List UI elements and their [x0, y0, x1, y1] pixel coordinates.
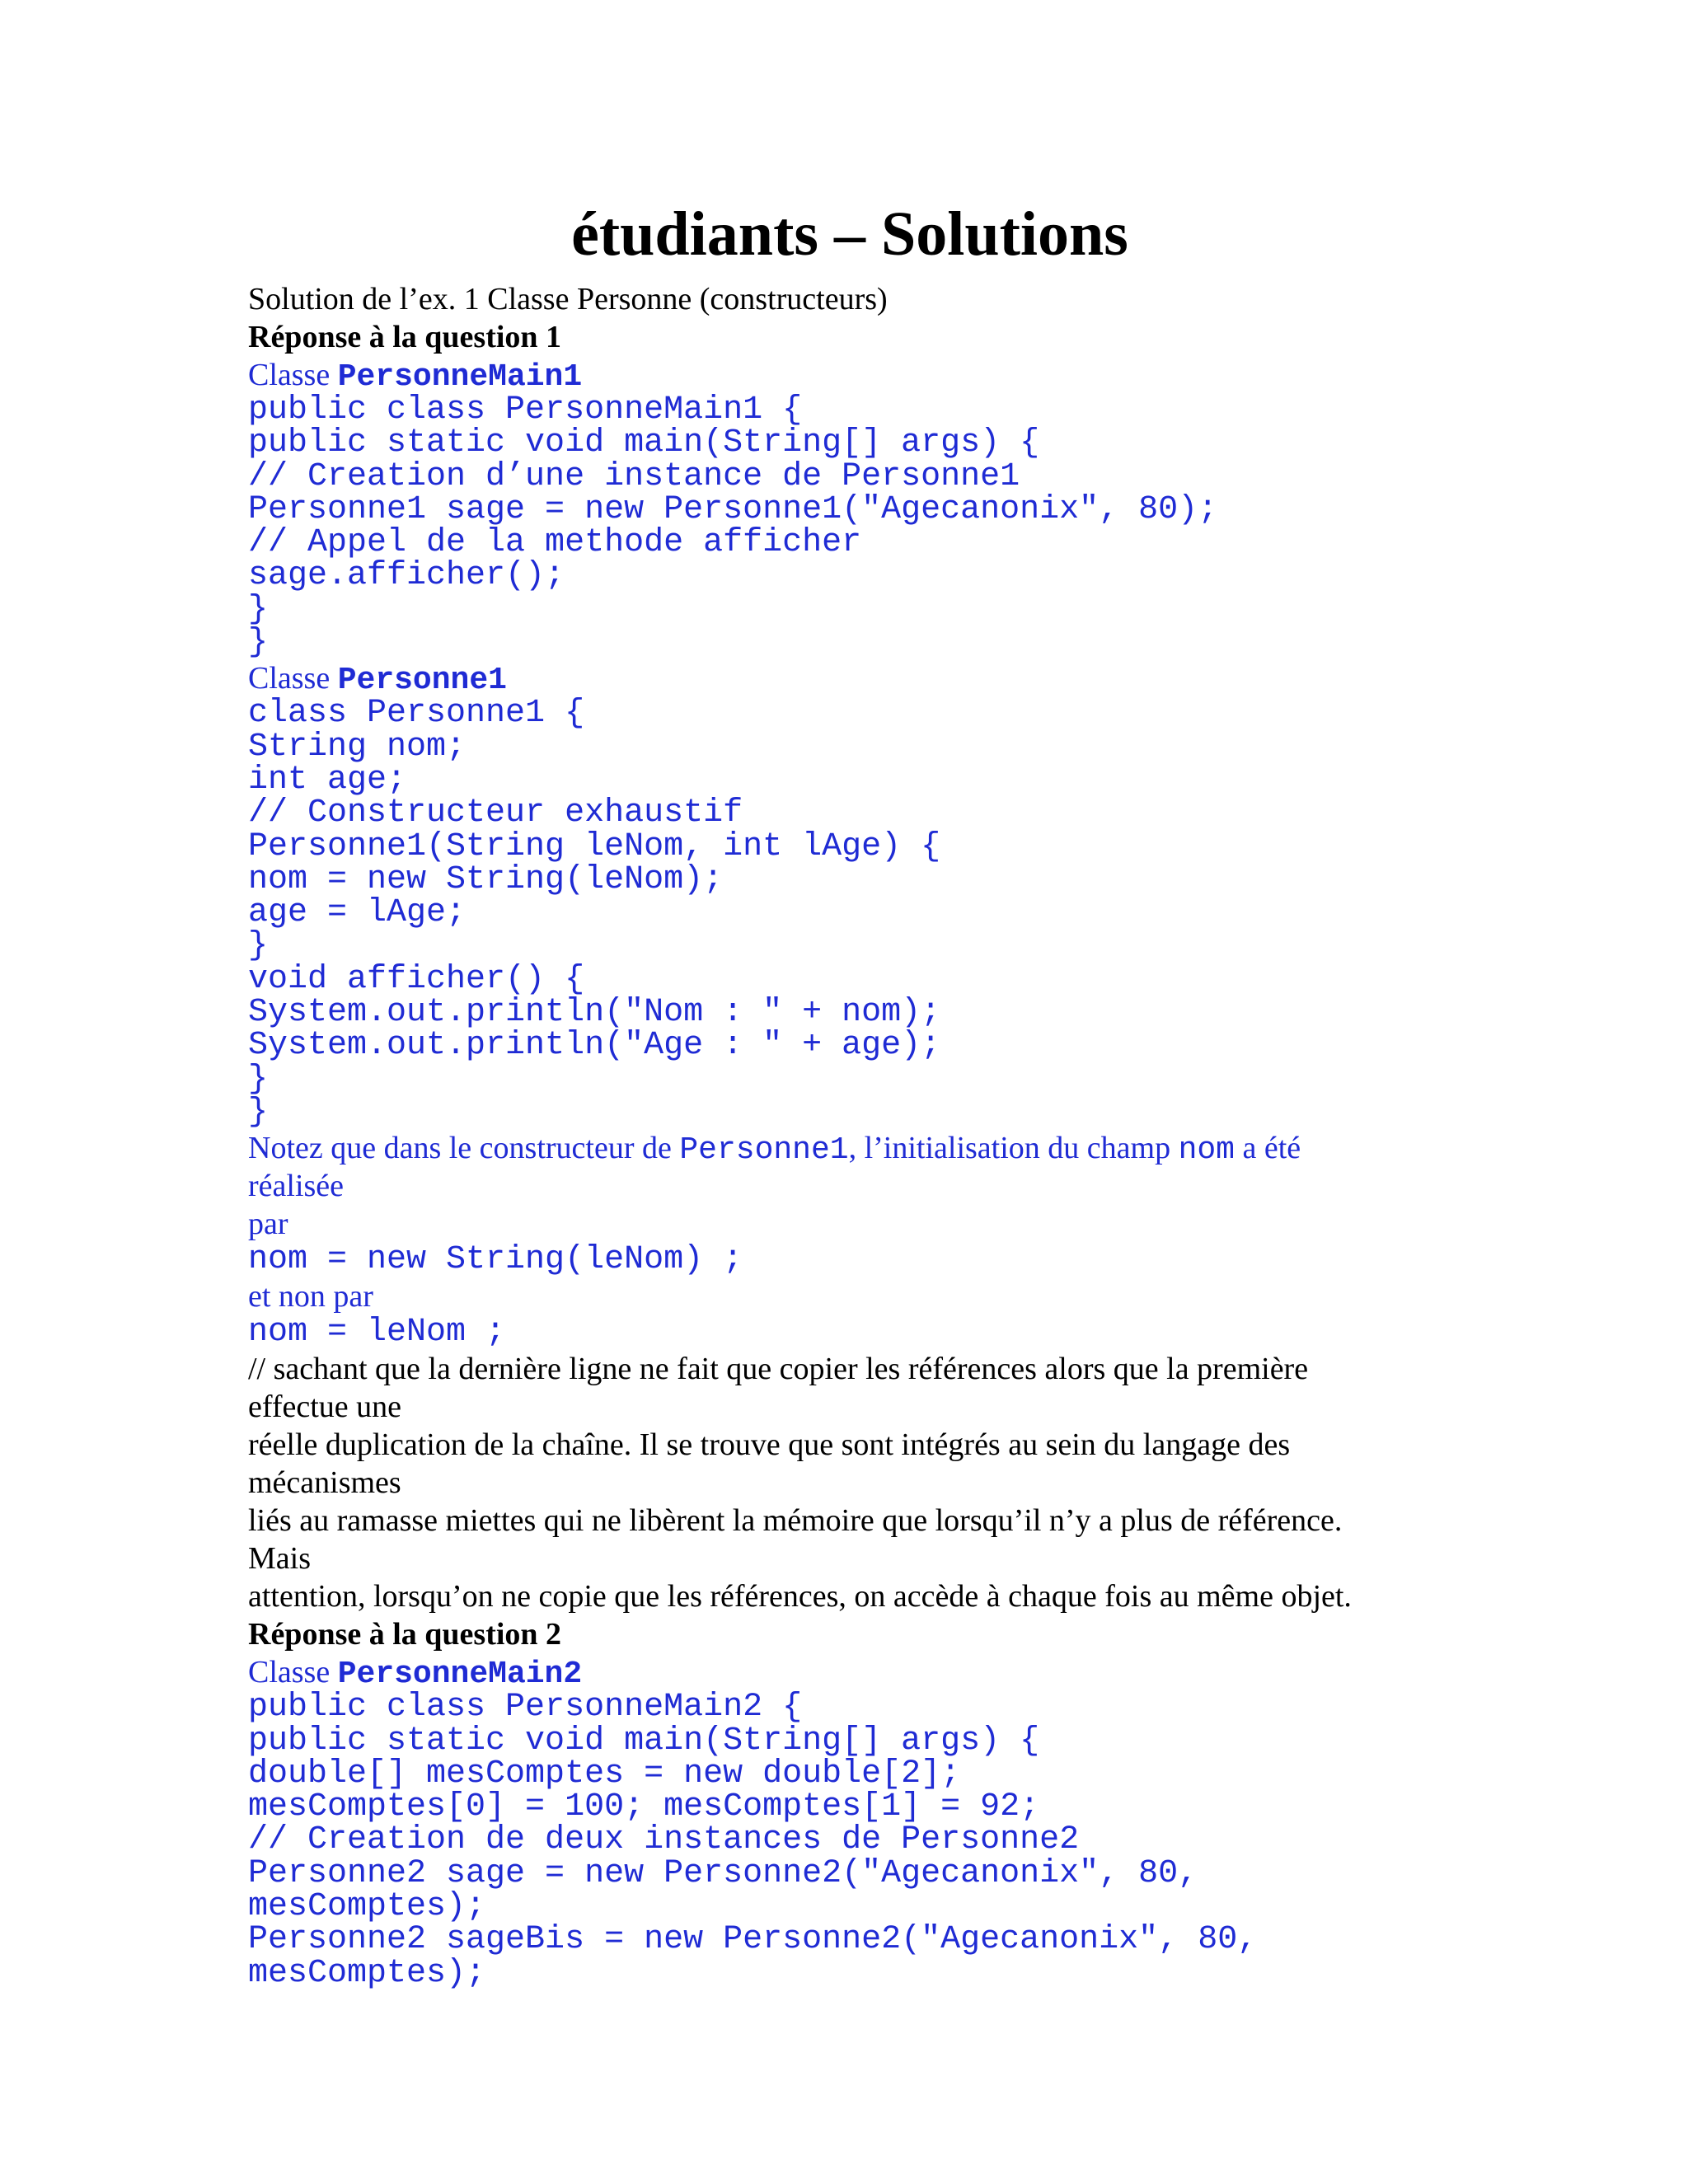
class-label-prefix: Classe [248, 1655, 338, 1690]
explanation-line: // sachant que la dernière ligne ne fait que copier les références alors que la première [248, 1352, 1309, 1387]
note-code-line: nom = leNom ; [248, 1314, 506, 1352]
code-line: int age; [248, 761, 407, 799]
code-line: Personne1(String leNom, int lAge) { [248, 827, 941, 865]
question-1-heading: Réponse à la question 1 [248, 320, 562, 354]
code-line: Personne2 sage = new Personne2("Agecanonix", 80, [248, 1854, 1198, 1892]
code-line: public class PersonneMain2 { [248, 1689, 803, 1727]
code-line: public static void main(String[] args) { [248, 424, 1040, 462]
code-line: mesComptes); [248, 1888, 486, 1926]
class-name: PersonneMain2 [337, 1657, 583, 1693]
code-line: } [248, 1060, 269, 1098]
explanation-line: réelle duplication de la chaîne. Il se trouve que sont intégrés au sein du langage des [248, 1427, 1291, 1463]
note-text: Notez que dans le constructeur de [248, 1131, 680, 1166]
code-line: mesComptes); [248, 1954, 486, 1992]
explanation-line: mécanismes [248, 1465, 401, 1501]
code-line: mesComptes[0] = 100; mesComptes[1] = 92; [248, 1788, 1040, 1826]
code-line: // Constructeur exhaustif [248, 794, 743, 832]
code-line: } [248, 624, 269, 662]
code-line: nom = new String(leNom); [248, 860, 724, 898]
explanation-line: Mais [248, 1541, 311, 1577]
code-line: Personne1 sage = new Personne1("Agecanonix", 80); [248, 490, 1218, 528]
page-title: étudiants – Solutions [571, 199, 1128, 269]
code-block-personnemain1 [248, 391, 1451, 662]
code-block-personnemain2 [248, 1691, 1451, 1990]
code-line: } [248, 927, 269, 965]
note-line: et non par [248, 1279, 373, 1315]
class-label-personne1 [248, 659, 1451, 697]
code-line: } [248, 1093, 269, 1131]
code-block-personne1 [248, 697, 1451, 1129]
class-label-personnemain1 [248, 356, 1451, 394]
class-label-prefix: Classe [248, 661, 338, 696]
code-line: class Personne1 { [248, 695, 585, 733]
note-line: par [248, 1207, 288, 1242]
note-code-line: nom = new String(leNom) ; [248, 1241, 743, 1279]
code-line: // Creation d’une instance de Personne1 [248, 457, 1020, 495]
note-line [248, 1129, 1451, 1167]
code-line: sage.afficher(); [248, 557, 565, 595]
code-line: System.out.println("Age : " + age); [248, 1027, 941, 1065]
class-name: PersonneMain1 [337, 359, 583, 395]
code-line: double[] mesComptes = new double[2]; [248, 1755, 961, 1793]
class-label-prefix: Classe [248, 358, 338, 392]
code-line: void afficher() { [248, 960, 585, 998]
code-line: String nom; [248, 728, 467, 766]
note-line: réalisée [248, 1169, 345, 1204]
explanation-line: liés au ramasse miettes qui ne libèrent la mémoire que lorsqu’il n’y a plus de référence. [248, 1503, 1343, 1539]
code-line: System.out.println("Nom : " + nom); [248, 994, 941, 1032]
note-text: a été [1235, 1131, 1301, 1166]
class-name: Personne1 [337, 663, 507, 699]
document-content [248, 188, 1451, 1990]
code-line: } [248, 590, 269, 628]
note-code: nom [1178, 1132, 1235, 1169]
code-line: // Appel de la methode afficher [248, 524, 862, 562]
note-text: , l’initialisation du champ [848, 1131, 1179, 1166]
explanation-line: effectue une [248, 1390, 402, 1425]
code-line: public class PersonneMain1 { [248, 391, 803, 429]
note-code: Personne1 [679, 1132, 849, 1169]
code-line: age = lAge; [248, 894, 467, 932]
code-line: // Creation de deux instances de Personne2 [248, 1821, 1080, 1859]
class-label-personnemain2 [248, 1653, 1451, 1691]
explanation-paragraph [248, 1350, 1451, 1615]
question-2-heading: Réponse à la question 2 [248, 1617, 562, 1652]
explanation-line: attention, lorsqu’on ne copie que les références, on accède à chaque fois au même objet. [248, 1579, 1352, 1615]
code-line: public static void main(String[] args) { [248, 1722, 1040, 1760]
code-line: Personne2 sageBis = new Personne2("Agecanonix", 80, [248, 1921, 1258, 1959]
exercise-subtitle: Solution de l’ex. 1 Classe Personne (constructeurs) [248, 282, 888, 316]
